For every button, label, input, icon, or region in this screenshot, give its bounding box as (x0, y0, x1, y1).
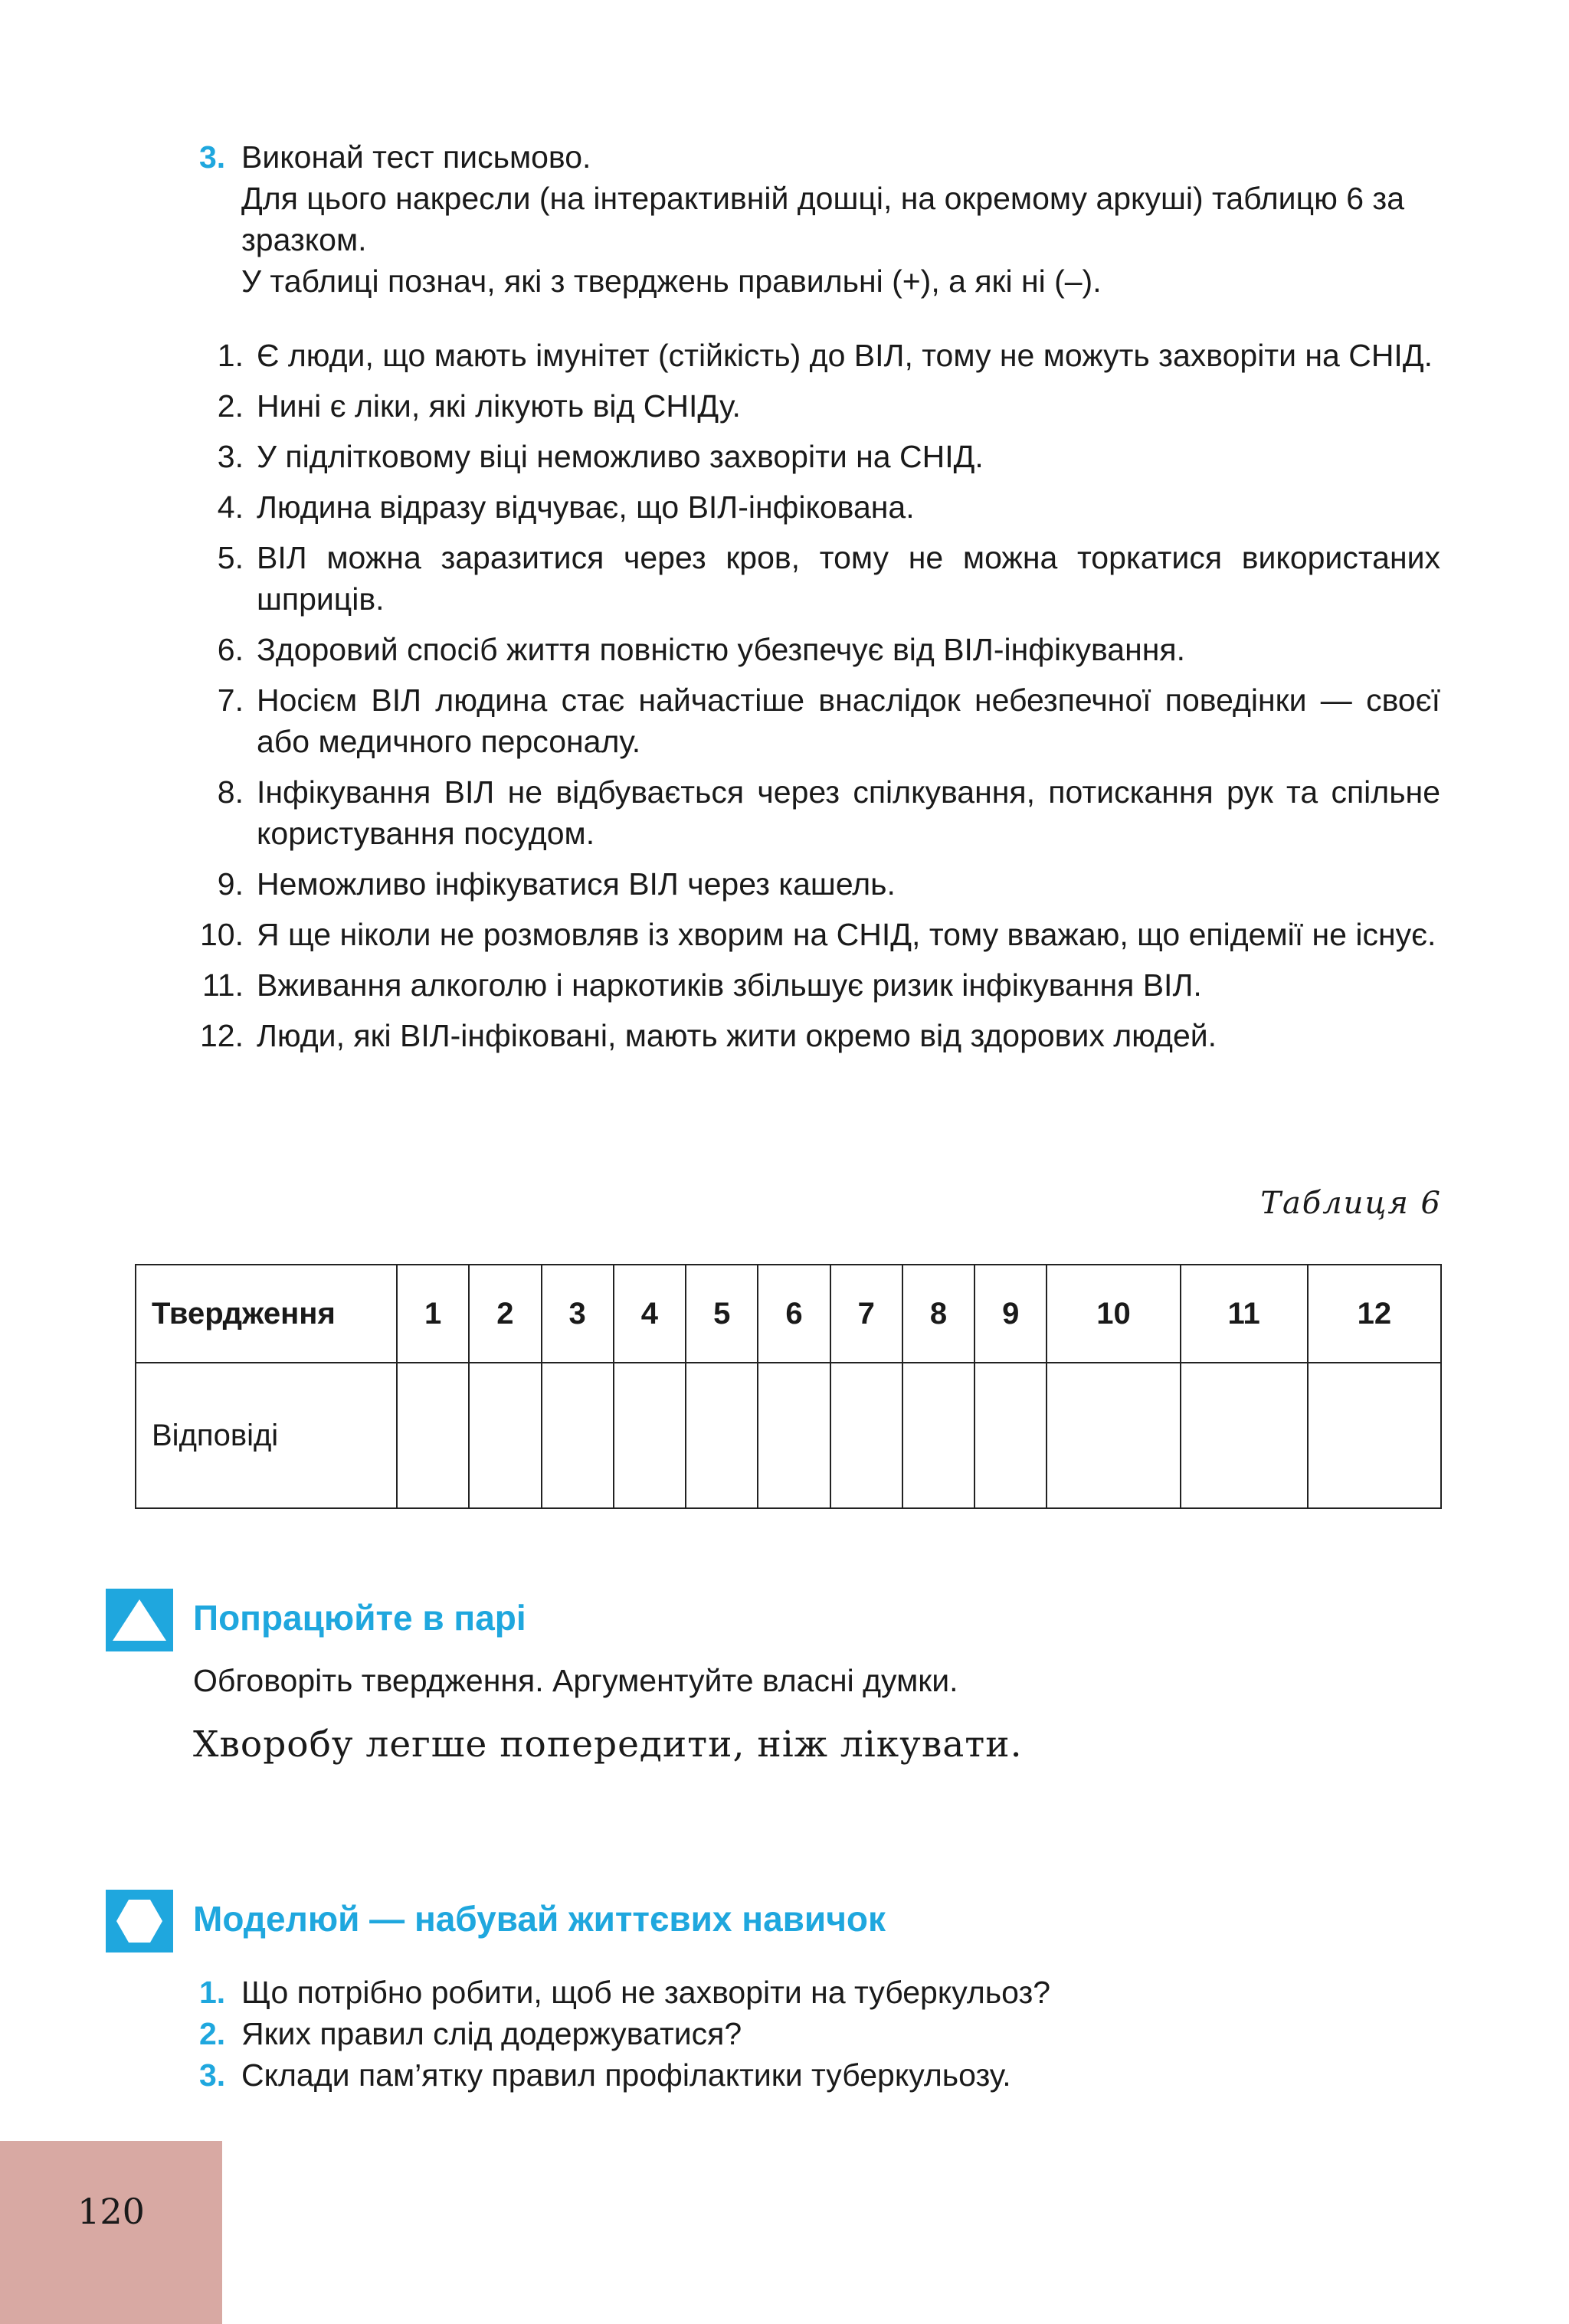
column-number: 3 (542, 1265, 614, 1363)
list-item (192, 679, 1440, 762)
list-item (192, 537, 1440, 620)
task-instructions (241, 136, 1490, 302)
answer-table (135, 1264, 1442, 1509)
item-text: Здоровий спосіб життя повністю убезпечує від ВІЛ-інфікування. (257, 632, 1185, 667)
answer-cell (542, 1363, 614, 1508)
task-3 (199, 136, 1490, 302)
item-text: Люди, які ВІЛ-інфіковані, мають жити окремо від здорових людей. (257, 1018, 1217, 1053)
skills-list (199, 1972, 1050, 2096)
answer-cell (758, 1363, 830, 1508)
answer-cell (1047, 1363, 1180, 1508)
item-number: 6. (217, 632, 244, 667)
list-item (192, 914, 1440, 955)
item-text: У підлітковому віці неможливо захворіти на СНІД. (257, 439, 984, 474)
answer-cell (397, 1363, 469, 1508)
item-text: Неможливо інфікуватися ВІЛ через кашель. (257, 866, 896, 902)
item-number: 10. (200, 917, 244, 952)
proverb: Хворобу легше попередити, ніж лікувати. (193, 1723, 1023, 1766)
list-item (192, 964, 1440, 1006)
item-text: Яких правил слід додержуватися? (241, 2016, 742, 2051)
list-item (192, 385, 1440, 427)
column-number: 2 (469, 1265, 541, 1363)
list-item (199, 2054, 1050, 2096)
column-number: 7 (830, 1265, 902, 1363)
answers-header: Відповіді (136, 1363, 397, 1508)
table-caption: Таблиця 6 (1260, 1186, 1442, 1221)
task-line: У таблиці познач, які з тверджень правильні (+), а які ні (–). (241, 263, 1102, 299)
answer-cell (1181, 1363, 1308, 1508)
column-number: 11 (1181, 1265, 1308, 1363)
page-number: 120 (77, 2191, 145, 2232)
item-text: Є люди, що мають імунітет (стійкість) до ВІЛ, тому не можуть захворіти на СНІД. (257, 338, 1433, 373)
statements-header: Твердження (136, 1265, 397, 1363)
list-item (192, 629, 1440, 670)
list-item (192, 1015, 1440, 1056)
page-corner-block (0, 2141, 222, 2324)
column-number: 10 (1047, 1265, 1180, 1363)
item-number: 1. (199, 1975, 226, 2010)
skills-section-title: Моделюй — набувай життєвих навичок (193, 1899, 886, 1939)
item-text: Людина відразу відчуває, що ВІЛ-інфікована. (257, 489, 915, 525)
item-number: 3. (199, 2057, 226, 2093)
item-text: Носієм ВІЛ людина стає найчастіше внаслідок небезпечної поведінки — своєї або медичного персоналу. (257, 682, 1440, 759)
answer-cell (1308, 1363, 1441, 1508)
answer-cell (974, 1363, 1047, 1508)
column-number: 5 (686, 1265, 758, 1363)
item-text: Нині є ліки, які лікують від СНІДу. (257, 388, 741, 424)
item-text: ВІЛ можна заразитися через кров, тому не можна торкатися використаних шприців. (257, 540, 1440, 617)
triangle-icon (106, 1589, 173, 1651)
item-number: 9. (217, 866, 244, 902)
statement-list (192, 335, 1440, 1065)
item-number: 12. (200, 1018, 244, 1053)
item-number: 5. (217, 540, 244, 575)
list-item (199, 1972, 1050, 2013)
answer-cell (686, 1363, 758, 1508)
list-item (192, 771, 1440, 854)
item-number: 1. (217, 338, 244, 373)
item-text: Я ще ніколи не розмовляв із хворим на СНІД, тому вважаю, що епідемії не існує. (257, 917, 1436, 952)
task-line: Виконай тест письмово. (241, 139, 591, 175)
answer-cell (614, 1363, 686, 1508)
table-row (136, 1265, 1441, 1363)
list-item (192, 863, 1440, 905)
item-text: Інфікування ВІЛ не відбувається через спілкування, потискання рук та спільне користування посудом. (257, 774, 1440, 851)
column-number: 6 (758, 1265, 830, 1363)
column-number: 12 (1308, 1265, 1441, 1363)
item-number: 8. (217, 774, 244, 810)
list-item (192, 436, 1440, 477)
item-text: Що потрібно робити, щоб не захворіти на туберкульоз? (241, 1975, 1051, 2010)
list-item (192, 335, 1440, 376)
list-item (199, 2013, 1050, 2054)
item-number: 11. (202, 967, 244, 1003)
table-row (136, 1363, 1441, 1508)
item-number: 4. (217, 489, 244, 525)
hexagon-icon (106, 1890, 173, 1952)
item-number: 7. (217, 682, 244, 718)
answer-cell (469, 1363, 541, 1508)
item-number: 2. (217, 388, 244, 424)
item-number: 2. (199, 2016, 226, 2051)
task-line: Для цього накресли (на інтерактивній дошці, на окремому аркуші) таблицю 6 за зразком. (241, 181, 1405, 257)
task-number: 3. (199, 139, 226, 175)
column-number: 8 (902, 1265, 974, 1363)
column-number: 1 (397, 1265, 469, 1363)
item-number: 3. (217, 439, 244, 474)
item-text: Склади пам’ятку правил профілактики туберкульозу. (241, 2057, 1011, 2093)
list-item (192, 486, 1440, 528)
item-text: Вживання алкоголю і наркотиків збільшує ризик інфікування ВІЛ. (257, 967, 1202, 1003)
column-number: 4 (614, 1265, 686, 1363)
pair-section-title: Попрацюйте в парі (193, 1598, 526, 1638)
column-number: 9 (974, 1265, 1047, 1363)
answer-cell (902, 1363, 974, 1508)
answer-cell (830, 1363, 902, 1508)
pair-section-text: Обговоріть твердження. Аргументуйте власні думки. (193, 1663, 958, 1698)
